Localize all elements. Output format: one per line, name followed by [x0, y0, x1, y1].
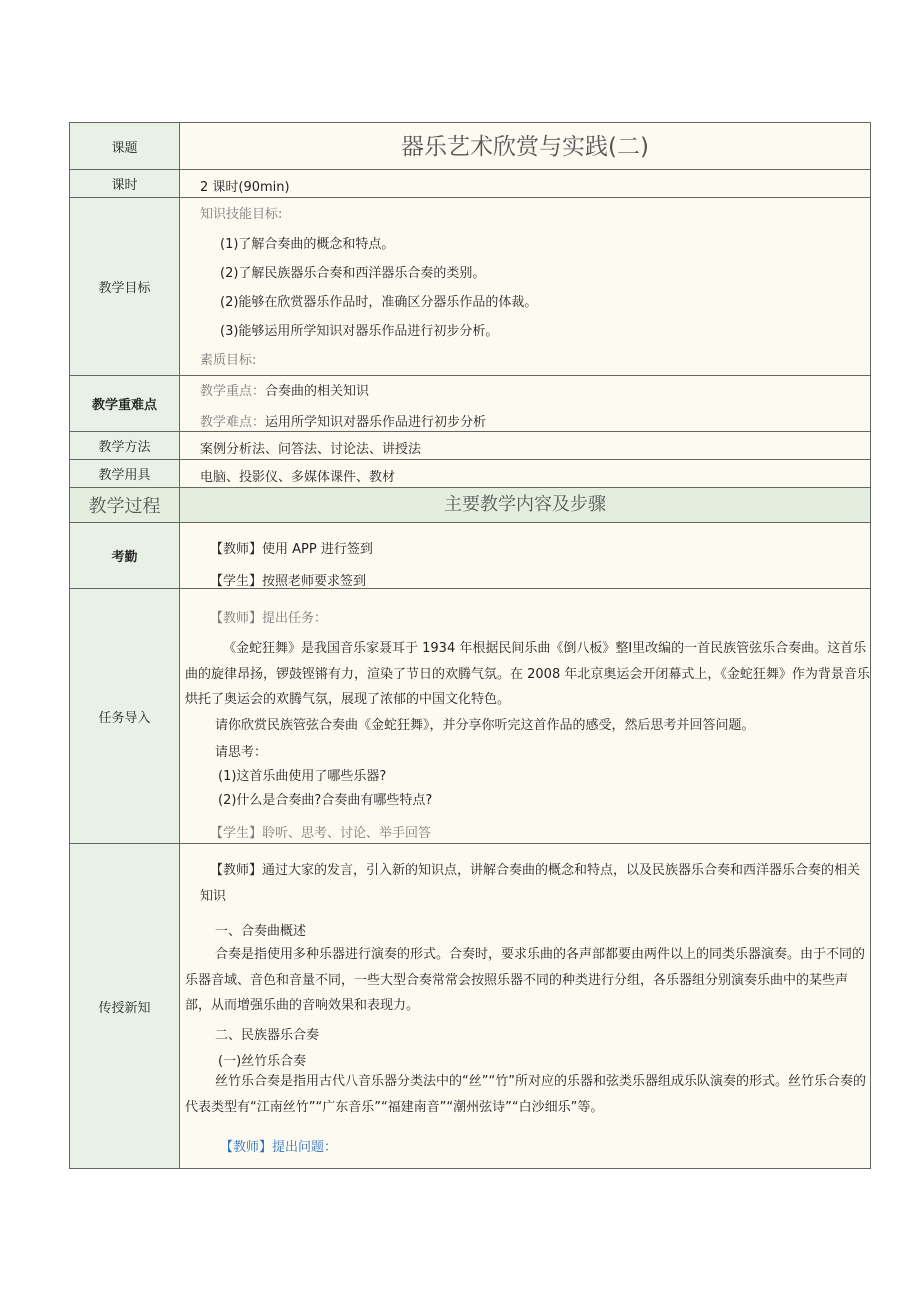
methods-value: 案例分析法、问答法、讨论法、讲授法 [200, 442, 422, 457]
question-2: (2)什么是合奏曲?合奏曲有哪些特点? [218, 793, 433, 808]
row-topic [69, 122, 871, 169]
intro-student-text: 聆听、思考、讨论、举手回答 [262, 826, 432, 841]
student-tag: 【学生】 [210, 826, 263, 841]
label-teach: 传授新知 [70, 844, 180, 1168]
difficulty-value: 运用所学知识对器乐作品进行初步分析 [265, 415, 487, 430]
teacher-tag: 【教师】 [210, 611, 263, 626]
question-1: (1)这首乐曲使用了哪些乐器? [218, 769, 387, 784]
task-text: 提出任务： [262, 611, 328, 626]
attendance-teacher [210, 538, 373, 557]
section-2a-paragraph: 丝竹乐合奏是指用古代八音乐器分类法中的“丝”“竹”所对应的乐器和弦类乐器组成乐队演奏的形式。丝竹乐合奏的代表类型有“江南丝竹”“广东音乐”“福建南音”“潮州弦诗”“白沙细乐”等。 [185, 1074, 866, 1115]
label-topic: 课题 [70, 123, 180, 169]
lesson-plan-table [69, 122, 871, 1169]
label-hours: 课时 [70, 170, 180, 197]
teacher-tag: 【教师】 [210, 542, 263, 557]
row-new-knowledge [69, 843, 871, 1169]
process-header: 主要教学内容及步骤 [444, 494, 606, 515]
goal-item: (1)了解合奏曲的概念和特点。 [220, 237, 395, 252]
lesson-title: 器乐艺术欣赏与实践(二) [401, 134, 649, 160]
focus-label: 教学重点： [200, 384, 266, 399]
row-goals [69, 197, 871, 375]
section-1-heading: 一、合奏曲概述 [215, 924, 307, 939]
section-2a-heading: (一)丝竹乐合奏 [218, 1054, 307, 1069]
attendance-student-text: 按照老师要求签到 [262, 574, 367, 588]
section-2-heading: 二、民族器乐合奏 [215, 1028, 320, 1043]
label-process: 教学过程 [70, 488, 180, 522]
intro-paragraph-2: 请你欣赏民族管弦合奏曲《金蛇狂舞》，并分享你听完这首作品的感受，然后思考并回答问题。 [215, 718, 755, 733]
knowledge-heading: 知识技能目标: [200, 207, 283, 222]
row-key-points [69, 375, 871, 431]
teach-intro [200, 858, 870, 909]
goal-item: (2)了解民族器乐合奏和西洋器乐合奏的类别。 [220, 266, 486, 281]
teach-intro-text: 通过大家的发言，引入新的知识点，讲解合奏曲的概念和特点，以及民族器乐合奏和西洋器乐合奏的相关知识 [200, 863, 861, 904]
ask-line [220, 1136, 337, 1155]
focus-value: 合奏曲的相关知识 [265, 384, 370, 399]
hours-value: 2 课时(90min) [200, 180, 290, 195]
row-methods [69, 431, 871, 459]
task-line [210, 607, 327, 626]
goal-item: (2)能够在欣赏器乐作品时，准确区分器乐作品的体裁。 [220, 295, 538, 310]
teacher-tag: 【教师】 [210, 863, 263, 878]
think-label: 请思考： [215, 745, 268, 760]
row-process-header [69, 487, 871, 522]
quality-heading: 素质目标: [200, 353, 257, 368]
row-attendance [69, 522, 871, 588]
tools-value: 电脑、投影仪、多媒体课件、教材 [200, 470, 396, 485]
label-intro: 任务导入 [70, 589, 180, 843]
intro-student [210, 822, 431, 841]
attendance-teacher-text: 使用 APP 进行签到 [262, 542, 373, 557]
section-1-paragraph: 合奏是指使用多种乐器进行演奏的形式。合奏时，要求乐曲的各声部都要由两件以上的同类乐器演奏。由于不同的乐器音域、音色和音量不同，一些大型合奏常常会按照乐器不同的种类进行分组，各乐器组分别演奏乐曲中的某些声部，从而增强乐曲的音响效果和表现力。 [185, 947, 866, 1013]
row-tools [69, 459, 871, 487]
row-task-intro [69, 588, 871, 843]
label-goals: 教学目标 [70, 198, 180, 375]
ask-text: 提出问题： [272, 1140, 338, 1155]
student-tag: 【学生】 [210, 574, 263, 588]
focus-line [200, 380, 369, 399]
label-key: 教学重难点 [70, 376, 180, 431]
goal-item: (3)能够运用所学知识对器乐作品进行初步分析。 [220, 324, 499, 339]
difficulty-label: 教学难点： [200, 415, 266, 430]
row-hours [69, 169, 871, 197]
label-tools: 教学用具 [70, 460, 180, 487]
difficulty-line [200, 411, 486, 430]
label-attendance: 考勤 [70, 523, 180, 588]
attendance-student [210, 570, 366, 588]
teacher-tag: 【教师】 [220, 1140, 273, 1155]
intro-paragraph-1: 《金蛇狂舞》是我国音乐家聂耳于 1934 年根据民间乐曲《倒八板》整Ⅰ里改编的一首民族管弦乐合奏曲。这首乐曲的旋律昂扬，锣鼓铿锵有力，渲染了节日的欢腾气氛。在 2008 年北京奥运会开闭幕式上，《金蛇狂舞》作为背景音乐烘托了奥运会的欢腾气氛，展现了浓郁的中国文化特色。 [185, 641, 870, 707]
label-methods: 教学方法 [70, 432, 180, 459]
